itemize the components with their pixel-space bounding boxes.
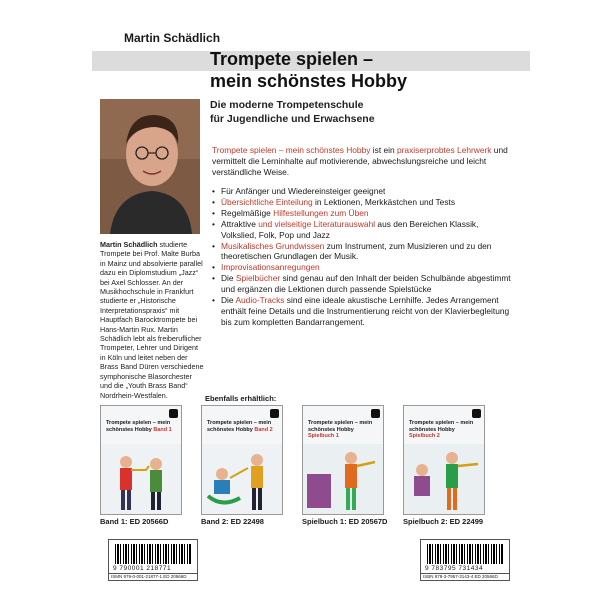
title-line-1: Trompete spielen – [210, 49, 374, 69]
book-title [210, 48, 407, 92]
also-available-heading: Ebenfalls erhältlich: [205, 394, 277, 403]
feature-highlight: und vielseitige Literaturauswahl [258, 218, 376, 229]
cover-title-text: Trompete spielen – mein schönstes Hobby [207, 420, 272, 433]
feature-text: Die [221, 273, 236, 284]
bio-name: Martin Schädlich [100, 240, 158, 249]
feature-text: sind genau auf den Inhalt der beiden Schulbände abgestimmt und ergänzen die Lektionen durch passende Spielstücke [221, 273, 511, 295]
audio-icon [371, 409, 380, 418]
feature-item [212, 186, 514, 197]
cover-band-1[interactable] [100, 405, 182, 515]
cover-title [207, 420, 277, 433]
cover-illustration [101, 444, 181, 514]
subtitle-line-2: für Jugendliche und Erwachsene [210, 113, 375, 125]
feature-list [212, 186, 514, 328]
barcode-number: 9 790001 218771 [113, 565, 172, 572]
cover-illustration [404, 444, 484, 514]
audio-icon [472, 409, 481, 418]
cover-caption: Spielbuch 2: ED 22499 [403, 517, 484, 526]
author-name: Martin Schädlich [124, 31, 221, 45]
cover-illustration [303, 444, 383, 514]
feature-text: in Lektionen, Merkkästchen und Tests [312, 196, 456, 207]
title-line-2: mein schönstes Hobby [210, 71, 408, 91]
barcode-bars [115, 544, 191, 564]
cover-spielbuch-1[interactable] [302, 405, 384, 515]
feature-item [212, 262, 514, 273]
feature-text: Für Anfänger und Wiedereinsteiger geeignet [221, 186, 386, 196]
intro-text-1: ist ein [370, 145, 397, 155]
feature-highlight: Spielbücher [235, 273, 281, 284]
book-subtitle [210, 98, 375, 126]
subtitle-line-1: Die moderne Trompetenschule [210, 99, 364, 111]
feature-highlight: Hilfestellungen zum Üben [273, 207, 369, 218]
feature-text: zum Instrument, zum Musizieren und zu den theoretischen Grundlagen der Musik. [221, 240, 492, 262]
feature-text: aus den Bereichen Klassik, Volkslied, Folk, Pop und Jazz [221, 218, 479, 240]
intro-text-2: und vermittelt die Lerninhalte auf motivierende, abwechslungsreiche und leicht verständliche Weise. [212, 145, 508, 177]
barcode-isbn [420, 539, 510, 581]
feature-item [212, 295, 514, 328]
barcode-isbn-line: ISBN 978-3-7957-3143-4 ED 20566D [421, 573, 509, 580]
feature-text: Die [221, 295, 236, 306]
author-bio [100, 240, 204, 400]
cover-caption: Spielbuch 1: ED 20567D [302, 517, 388, 526]
feature-highlight: Improvisationsanregungen [221, 262, 320, 273]
cover-caption: Band 2: ED 22498 [201, 517, 264, 526]
cover-title-text: Trompete spielen – mein schönstes Hobby [106, 420, 171, 433]
cover-badge: Spielbuch 2 [409, 433, 440, 439]
feature-item [212, 219, 514, 241]
feature-item [212, 241, 514, 263]
feature-item [212, 273, 514, 295]
cover-illustration [202, 444, 282, 514]
author-photo [100, 99, 200, 234]
cover-title [409, 420, 479, 440]
feature-text: Attraktive [221, 218, 259, 229]
cover-caption: Band 1: ED 20566D [100, 517, 169, 526]
intro-paragraph [212, 145, 512, 178]
cover-title [308, 420, 378, 440]
barcode-isbn: ISMN 979-0-001-21877-1 ED 20566D [109, 573, 197, 580]
cover-spielbuch-2[interactable] [403, 405, 485, 515]
intro-red-1: Trompete spielen – mein schönstes Hobby [212, 145, 371, 155]
cover-badge: Band 1 [153, 426, 172, 433]
feature-highlight: Übersichtliche Einteilung [221, 196, 313, 207]
bio-text: studierte Trompete bei Prof. Malte Burba in Mainz und absolvierte parallel dazu ein Diplomstudium „Jazz“ bei Axel Schlosser. An der Musikhochschule in Frankfurt studierte er „Historische Interpretationspraxis“ mit Hauptfach Barocktrompete bei Hans-Martin Rux. Martin Schädlich lebt als freiberuflicher Trompeter, Lehrer und Dirigent in Köln und leitet neben der Brass Band Düren verschiedene symphonische Blasorchester und die „Youth Brass Band“ Nordrhein-Westfalen. [100, 240, 204, 400]
audio-icon [169, 409, 178, 418]
feature-item [212, 197, 514, 208]
feature-highlight: Musikalisches Grundwissen [221, 240, 325, 251]
feature-text: sind eine ideale akustische Lernhilfe. Jedes Arrangement enthält feine Details und die Instrumentierung reicht von der Klavierbegleitung bis zum kompletten Bandarrangement. [221, 295, 510, 327]
audio-icon [270, 409, 279, 418]
barcode-ismn [108, 539, 198, 581]
barcode-bars [427, 544, 503, 564]
intro-red-2: praxiserprobtes Lehrwerk [396, 145, 492, 155]
cover-badge: Band 2 [254, 426, 273, 433]
cover-badge: Spielbuch 1 [308, 433, 339, 439]
cover-title [106, 420, 176, 433]
barcode-number: 9 783795 731434 [425, 565, 484, 572]
feature-highlight: Audio-Tracks [235, 295, 285, 306]
feature-item [212, 208, 514, 219]
cover-band-2[interactable] [201, 405, 283, 515]
feature-text: Regelmäßige [221, 207, 274, 218]
cover-title-text: Trompete spielen – mein schönstes Hobby [409, 420, 474, 433]
cover-title-text: Trompete spielen – mein schönstes Hobby [308, 420, 373, 433]
